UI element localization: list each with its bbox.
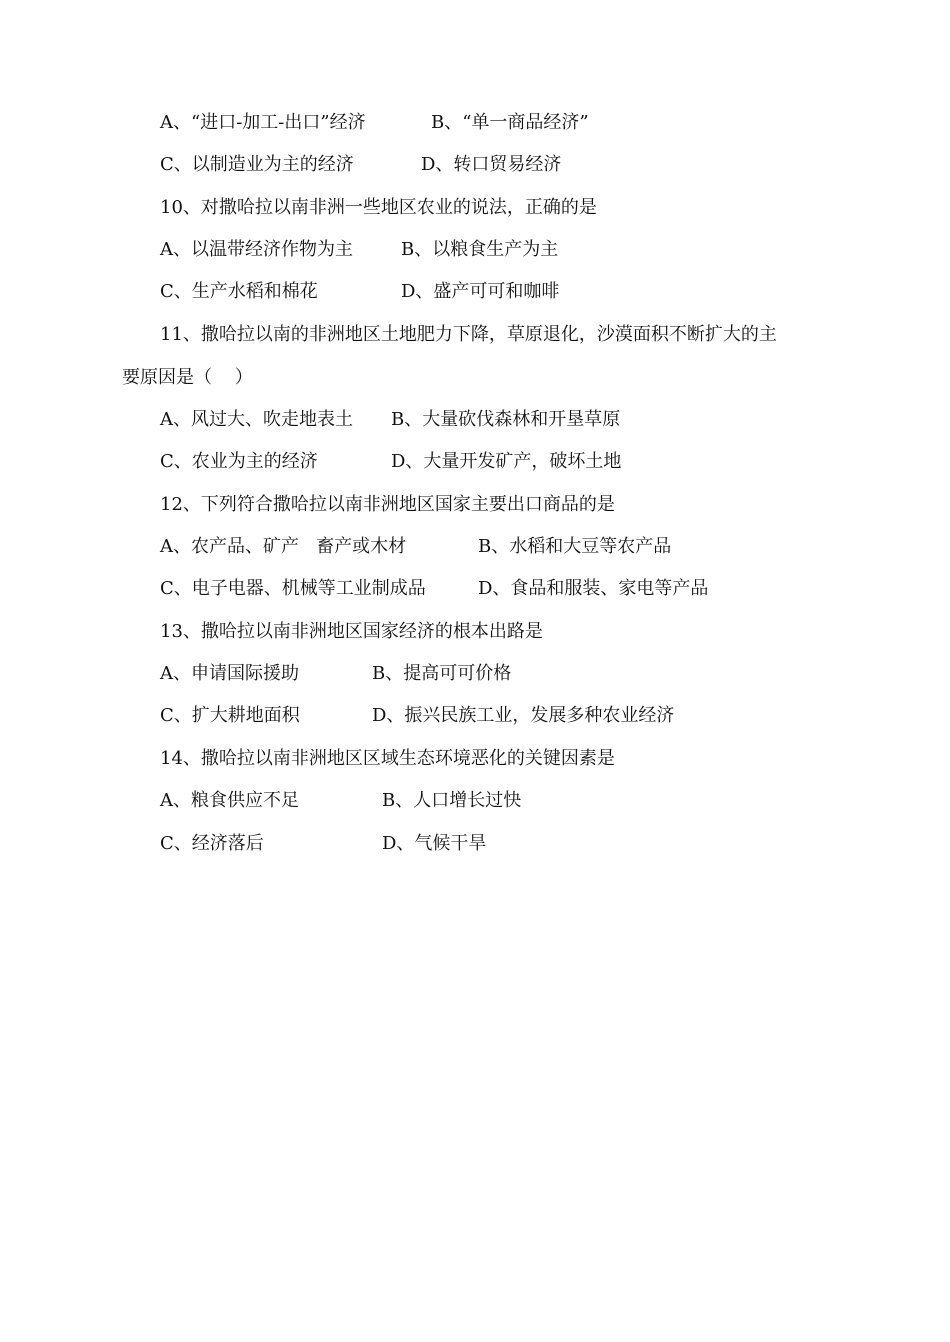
- q14-option-c: C、经济落后: [160, 833, 264, 854]
- q11-option-d: D、大量开发矿产，破坏土地: [391, 451, 622, 472]
- q12-stem: 12、下列符合撒哈拉以南非洲地区国家主要出口商品的是: [160, 494, 615, 515]
- q11-stem-line2: 要原因是（ ）: [122, 367, 253, 388]
- q11-option-c: C、农业为主的经济: [160, 451, 318, 472]
- q9-option-c: C、以制造业为主的经济: [160, 154, 354, 175]
- q14-option-b: B、人口增长过快: [382, 790, 522, 811]
- q10-option-a: A、以温带经济作物为主: [160, 239, 353, 260]
- q13-option-a: A、申请国际援助: [160, 663, 299, 684]
- q12-option-d: D、食品和服装、家电等产品: [478, 578, 709, 599]
- q12-option-c: C、电子电器、机械等工业制成品: [160, 578, 426, 599]
- q13-option-b: B、提高可可价格: [372, 663, 512, 684]
- q14-stem: 14、撒哈拉以南非洲地区区域生态环境恶化的关键因素是: [160, 748, 615, 769]
- q9-option-b: B、“单一商品经济”: [431, 112, 589, 133]
- q10-option-c: C、生产水稻和棉花: [160, 281, 318, 302]
- q12-option-a: A、农产品、矿产 畜产或木材: [160, 536, 407, 557]
- q13-option-d: D、振兴民族工业，发展多种农业经济: [372, 705, 675, 726]
- q13-option-c: C、扩大耕地面积: [160, 705, 300, 726]
- q10-option-d: D、盛产可可和咖啡: [401, 281, 560, 302]
- q9-option-d: D、转口贸易经济: [421, 154, 562, 175]
- q11-option-a: A、风过大、吹走地表土: [160, 409, 353, 430]
- q14-option-a: A、粮食供应不足: [160, 790, 299, 811]
- q14-option-d: D、气候干旱: [382, 833, 487, 854]
- q10-option-b: B、以粮食生产为主: [401, 239, 559, 260]
- q13-stem: 13、撒哈拉以南非洲地区国家经济的根本出路是: [160, 621, 543, 642]
- q12-option-b: B、水稻和大豆等农产品: [478, 536, 672, 557]
- q9-option-a: A、“进口-加工-出口”经济: [160, 112, 366, 133]
- q11-option-b: B、大量砍伐森林和开垦草原: [391, 409, 621, 430]
- q11-stem-line1: 11、撒哈拉以南的非洲地区土地肥力下降，草原退化，沙漠面积不断扩大的主: [160, 324, 777, 345]
- q10-stem: 10、对撒哈拉以南非洲一些地区农业的说法，正确的是: [160, 197, 597, 218]
